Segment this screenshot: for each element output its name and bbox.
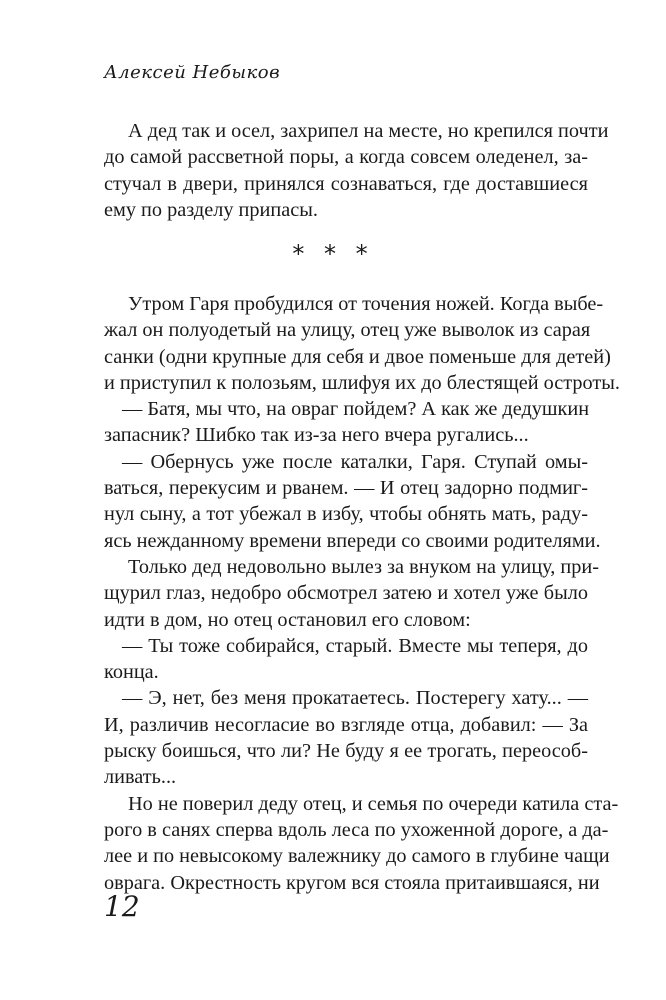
page-number: 12 [104,890,140,923]
running-head-author: Алексей Небыков [104,62,281,83]
text-line: — Э, нет, без меня прокатаетесь. Постерегу хату... — [122,687,588,710]
text-line: ливать... [104,766,177,789]
text-line: нул сыну, а тот убежал в избу, чтобы обнять мать, раду- [104,503,588,526]
text-line: щурил глаз, недобро обсмотрел затею и хотел уже было [104,582,588,605]
text-line: жал он полуодетый на улицу, отец уже выволок из сарая [104,319,591,342]
text-line: — Ты тоже собирайся, старый. Вместе мы теперя, до [122,634,588,657]
paragraph-block-1 [104,118,609,223]
text-line: ясь нежданному времени впереди со своими родителями. [104,529,601,552]
text-line: и приступил к полозьям, шлифуя их до блестящей остроты. [104,371,620,394]
text-line: — Батя, мы что, на овраг пойдем? А как же дедушкин [122,398,590,421]
text-line: Но не поверил деду отец, и семья по очереди катила ста- [128,792,619,815]
text-line: ваться, перекусим и рванем. — И отец задорно подмиг- [104,477,588,500]
text-line: А дед так и осел, захрипел на месте, но крепился почти [128,120,609,142]
text-line: санки (одни крупные для себя и двое поменьше для детей) [104,345,611,368]
text-line: рыску боишься, что ли? Не буду я ее трогать, переособ- [104,740,588,763]
text-line: оврага. Окрестность кругом вся стояла притаившаяся, ни [104,871,600,894]
section-separator: * * * [292,240,374,268]
text-line: ему по разделу припасы. [104,198,318,221]
text-line: рого в санях сперва вдоль леса по ухоженной дороге, а да- [104,818,609,841]
text-line: — Обернусь уже после каталки, Гаря. Ступай омы- [122,450,588,473]
text-line: Утром Гаря пробудился от точения ножей. Когда выбе- [128,293,604,315]
text-line: Только дед недовольно вылез за внуком на улицу, при- [128,555,600,578]
text-line: до самой рассветной поры, а когда совсем оледенел, за- [104,146,588,169]
text-line: И, различив несогласие во взгляде отца, добавил: — За [104,713,588,736]
text-line: идти в дом, но отец остановил его словом: [104,608,471,631]
paragraph-block-2 [104,291,620,896]
text-line: стучал в двери, принялся сознаваться, где доставшиеся [104,172,588,195]
text-line: конца. [104,661,159,684]
text-line: запасник? Шибко так из-за него вчера ругались... [104,424,529,447]
text-line: лее и по невысокому валежнику до самого в глубине чащи [104,845,610,868]
